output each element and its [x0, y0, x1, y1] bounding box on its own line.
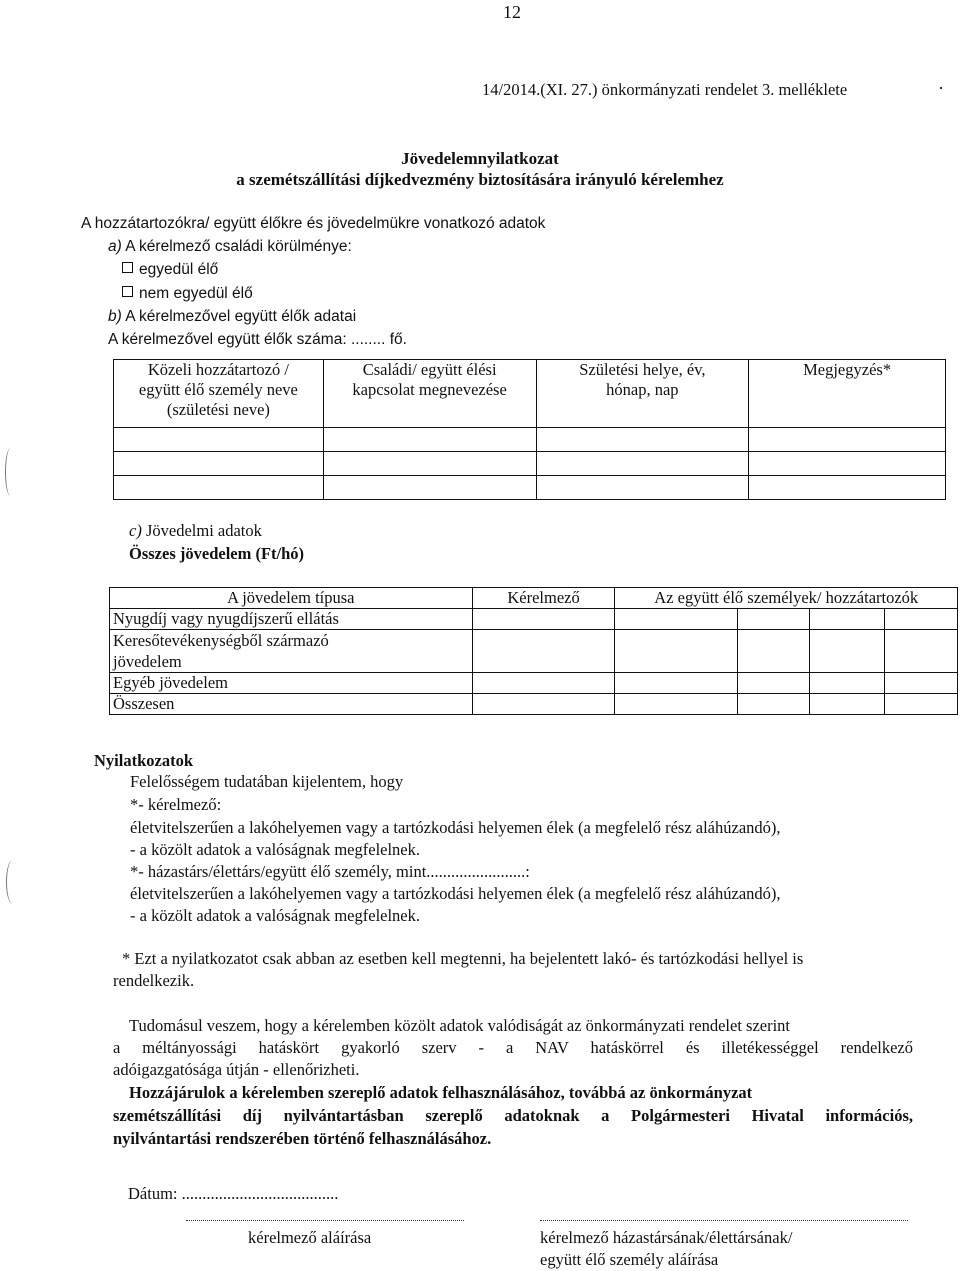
document-title: Jövedelemnyilatkozat [401, 149, 559, 168]
section-b-letter: b) [108, 308, 122, 325]
table-cell[interactable] [323, 428, 536, 452]
decree-reference: 14/2014.(XI. 27.) önkormányzati rendelet 3. melléklete [482, 80, 848, 99]
col-cohabitants: Az együtt élő személyek/ hozzátartozók [615, 588, 958, 609]
section-b-label: A kérelmezővel együtt élők adatai [125, 308, 357, 325]
cohabitants-table [113, 359, 946, 500]
header-line: együtt élő személy neve [138, 380, 298, 399]
row-label: Összesen [110, 694, 473, 715]
table-cell[interactable] [885, 694, 958, 715]
section-c-letter: c) [129, 521, 142, 540]
table-cell[interactable] [738, 673, 810, 694]
table-cell[interactable] [472, 673, 615, 694]
table-cell[interactable] [472, 630, 615, 673]
cohabitant-count [108, 329, 407, 350]
table-cell[interactable] [114, 452, 324, 476]
table-row [110, 609, 958, 630]
header-line: hónap, nap [606, 380, 679, 399]
table-cell[interactable] [749, 452, 946, 476]
row-label-line: jövedelem [113, 652, 182, 671]
header-line: Születési helye, év, [579, 360, 706, 379]
income-table [109, 587, 958, 715]
table-cell[interactable] [472, 609, 615, 630]
table-cell[interactable] [615, 609, 738, 630]
table-cell[interactable] [810, 694, 885, 715]
applicant-signature-label: kérelmező aláírása [248, 1228, 372, 1247]
declarations-heading: Nyilatkozatok [94, 751, 193, 770]
table-row [110, 630, 958, 673]
section-a-letter: a) [108, 238, 122, 255]
applicant-lifestyle: életvitelszerűen a lakóhelyemen vagy a tartózkodási helyemen élek (a megfelelő rész aláhúzandó), [130, 818, 781, 837]
table-cell[interactable] [536, 428, 749, 452]
option-alone[interactable] [122, 259, 218, 280]
spouse-signature-label-2: együtt élő személy aláírása [540, 1250, 719, 1269]
table-row [110, 673, 958, 694]
table-cell[interactable] [323, 452, 536, 476]
table-cell[interactable] [114, 428, 324, 452]
table-cell[interactable] [810, 609, 885, 630]
section-b [108, 306, 356, 327]
table-cell[interactable] [615, 630, 738, 673]
ack-line-3: adóigazgatósága útján - ellenőrizheti. [113, 1060, 360, 1079]
section-intro: A hozzátartozókra/ együtt élőkre és jövedelmükre vonatkozó adatok [81, 215, 546, 232]
col-income-type: A jövedelem típusa [110, 588, 473, 609]
row-label: Nyugdíj vagy nyugdíjszerű ellátás [110, 609, 473, 630]
date-dots[interactable]: ...................................... [181, 1184, 339, 1203]
col-applicant: Kérelmező [472, 588, 615, 609]
table-row [114, 476, 946, 500]
table-cell[interactable] [472, 694, 615, 715]
header-line: Családi/ együtt élési [362, 360, 497, 379]
table-cell[interactable] [885, 609, 958, 630]
table-row [114, 452, 946, 476]
applicant-signature-line[interactable] [186, 1220, 464, 1221]
spouse-truth: - a közölt adatok a valóságnak megfelelnek. [130, 906, 421, 925]
header-line: kapcsolat megnevezése [352, 380, 507, 399]
header-line: Megjegyzés* [803, 360, 892, 379]
col-note-header [749, 360, 946, 428]
table-row [114, 428, 946, 452]
count-prefix: A kérelmezővel együtt élők száma: [108, 331, 351, 348]
count-suffix: fő. [385, 331, 407, 348]
header-line: Közeli hozzátartozó / [147, 360, 289, 379]
date-field [128, 1183, 338, 1204]
table-cell[interactable] [536, 452, 749, 476]
consent-line-2: szemétszállítási díj nyilvántartásban szereplő adatoknak a Polgármesteri Hivatal információs, [113, 1106, 913, 1125]
page-number: 12 [503, 2, 521, 22]
table-cell[interactable] [885, 673, 958, 694]
count-dots[interactable]: ........ [350, 331, 386, 348]
margin-mark [5, 448, 16, 496]
table-cell[interactable] [536, 476, 749, 500]
header-line: (születési neve) [166, 400, 270, 419]
table-cell[interactable] [810, 673, 885, 694]
table-cell[interactable] [885, 630, 958, 673]
table-cell[interactable] [323, 476, 536, 500]
date-label: Dátum: [128, 1184, 178, 1203]
margin-mark [6, 860, 19, 904]
consent-line-1: Hozzájárulok a kérelemben szereplő adatok felhasználásához, továbbá az önkormányzat [129, 1083, 753, 1102]
option-not-alone[interactable] [122, 283, 253, 304]
checkbox-icon[interactable] [122, 262, 133, 273]
option-alone-label: egyedül élő [139, 261, 219, 278]
row-label: Egyéb jövedelem [110, 673, 473, 694]
col-birth-header [536, 360, 749, 428]
col-name-header [114, 360, 324, 428]
scan-speck [940, 87, 942, 89]
table-cell[interactable] [114, 476, 324, 500]
document-subtitle: a szemétszállítási díjkedvezmény biztosítására irányuló kérelemhez [236, 170, 724, 189]
spouse-signature-label-1: kérelmező házastársának/élettársának/ [540, 1228, 793, 1247]
ack-line-1: Tudomásul veszem, hogy a kérelemben közölt adatok valódiságát az önkormányzati rendelet szerint [129, 1016, 791, 1035]
applicant-truth: - a közölt adatok a valóságnak megfelelnek. [130, 840, 421, 859]
table-cell[interactable] [738, 694, 810, 715]
cohabitants-header-row [114, 360, 946, 428]
table-cell[interactable] [810, 630, 885, 673]
spouse-lifestyle: életvitelszerűen a lakóhelyemen vagy a tartózkodási helyemen élek (a megfelelő rész aláhúzandó), [130, 884, 781, 903]
spouse-dots[interactable]: ........................: [426, 862, 530, 881]
footnote: * Ezt a nyilatkozatot csak abban az esetben kell megtenni, ha bejelentett lakó- és tartózkodási hellyel is [122, 949, 804, 968]
row-label-line: Keresőtevékenységből származó [113, 631, 329, 650]
table-cell[interactable] [749, 428, 946, 452]
applicant-label: *- kérelmező: [130, 795, 222, 814]
income-header-row [110, 588, 958, 609]
table-cell[interactable] [738, 630, 810, 673]
ack-line-2: a méltányossági hatáskört gyakorló szerv - a NAV hatáskörrel és illetékességgel rendelkező [113, 1038, 913, 1057]
table-cell[interactable] [749, 476, 946, 500]
row-label [110, 630, 473, 673]
table-cell[interactable] [615, 673, 738, 694]
footnote-cont: rendelkezik. [113, 971, 195, 990]
table-cell[interactable] [615, 694, 738, 715]
checkbox-icon[interactable] [122, 286, 133, 297]
spouse-label: *- házastárs/élettárs/együtt élő személy, mint [130, 862, 427, 881]
table-cell[interactable] [738, 609, 810, 630]
section-a-label: A kérelmező családi körülménye: [125, 238, 352, 255]
option-not-alone-label: nem egyedül élő [139, 285, 253, 302]
section-c-label: Jövedelmi adatok [145, 521, 262, 540]
section-c [129, 520, 262, 541]
spouse-signature-line[interactable] [540, 1220, 908, 1221]
section-a [108, 236, 352, 257]
consent-line-3: nyilvántartási rendszerében történő felhasználásához. [113, 1129, 492, 1148]
total-income-heading: Összes jövedelem (Ft/hó) [129, 544, 305, 563]
spouse-label-line [130, 861, 530, 882]
col-relation-header [323, 360, 536, 428]
table-row [110, 694, 958, 715]
declarations-intro: Felelősségem tudatában kijelentem, hogy [130, 772, 404, 791]
